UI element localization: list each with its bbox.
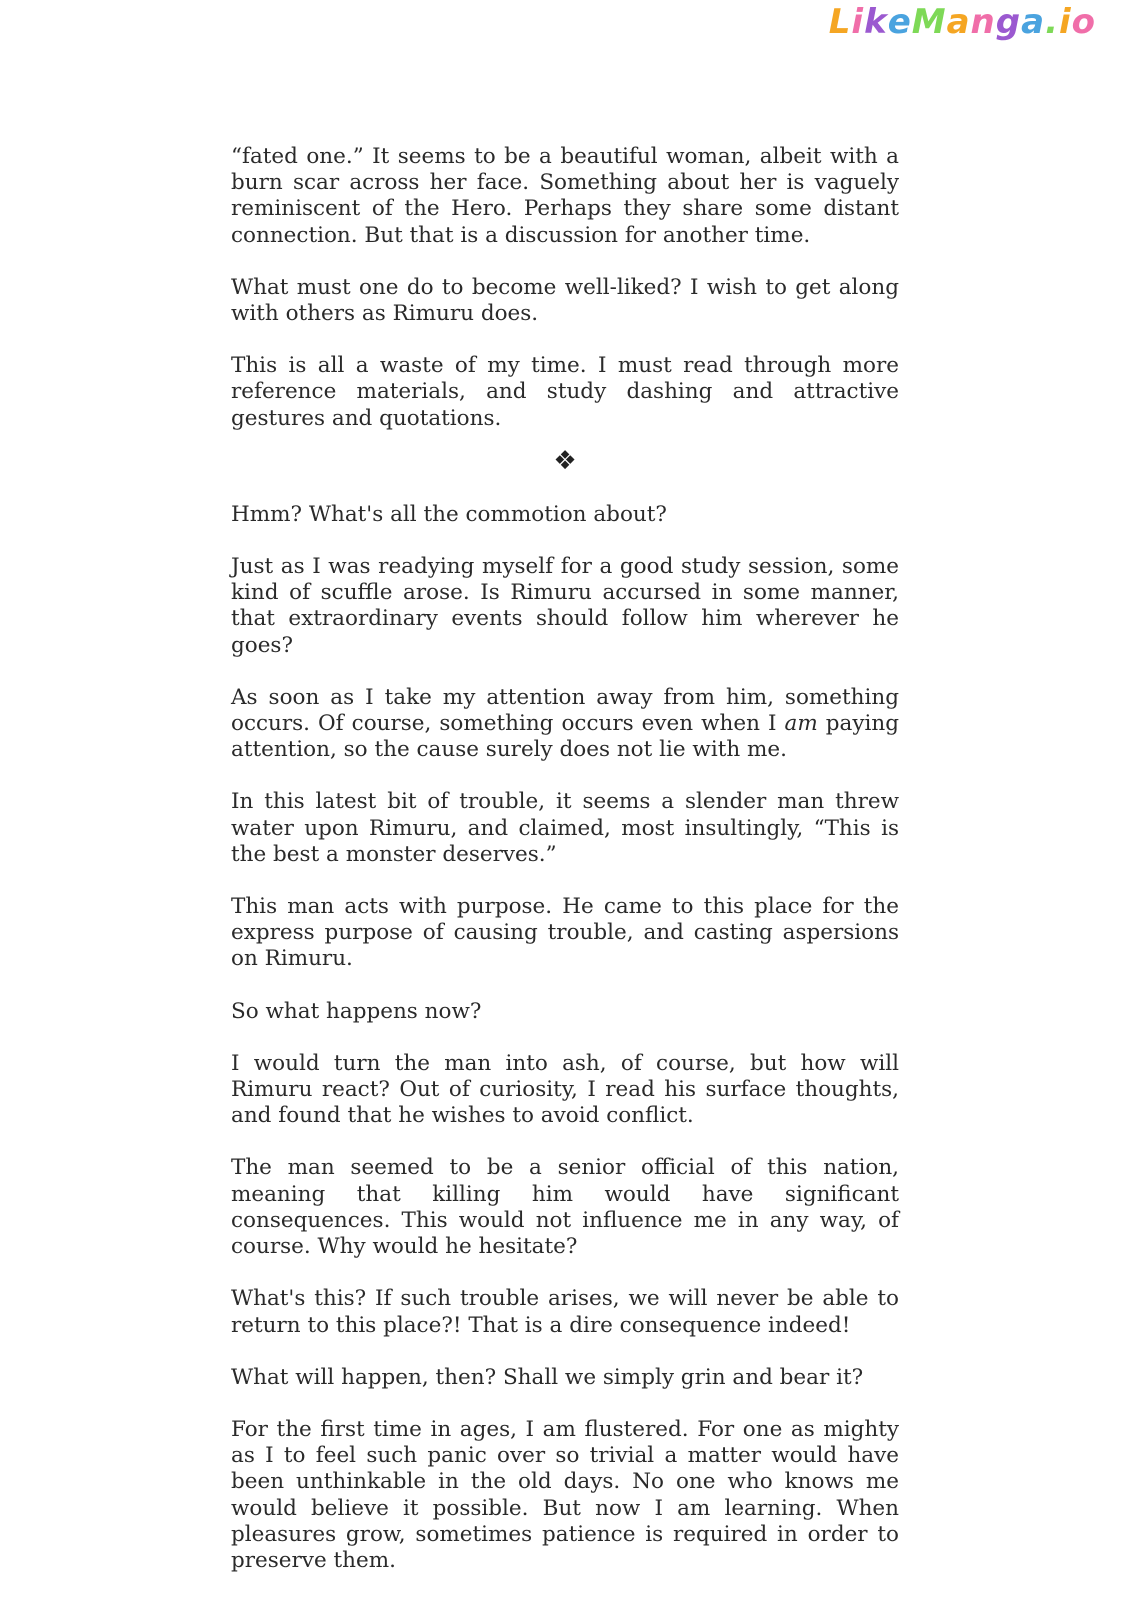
watermark-letter: k xyxy=(864,2,888,42)
watermark-letter: n xyxy=(970,2,996,42)
paragraph: Hmm? What's all the commotion about? xyxy=(231,501,667,527)
site-watermark-logo xyxy=(829,2,1096,42)
paragraph: I would turn the man into ash, of course, but how will Rimuru react? Out of curiosity, I read his surface thoughts, and found that he wishes to avoid conflict. xyxy=(231,1050,899,1129)
watermark-letter: L xyxy=(828,2,852,42)
paragraph: So what happens now? xyxy=(231,998,482,1024)
paragraph: The man seemed to be a senior official of this nation, meaning that killing him would have significant consequences. This would not influence me in any way, of course. Why would he hesitate? xyxy=(231,1155,899,1260)
paragraph: “fated one.” It seems to be a beautiful woman, albeit with a burn scar across her face. Something about her is vaguely reminiscent of the Hero. Perhaps they share some distant connection. But that is a discussion for another time. xyxy=(231,144,899,248)
paragraph: For the first time in ages, I am flustered. For one as mighty as I to feel such panic over so trivial a matter would have been unthinkable in the old days. No one who knows me would believe it possible. But now I am learning. When pleasures grow, sometimes patience is required in order to preserve them. xyxy=(231,1416,899,1573)
diamond-ornament-icon: ❖ xyxy=(553,445,577,476)
paragraph: Just as I was readying myself for a good study session, some kind of scuffle arose. Is Rimuru accursed in some manner, that extraordinary events should follow him wherever he goes? xyxy=(231,554,899,658)
chapter-text xyxy=(231,144,899,1574)
paragraph: In this latest bit of trouble, it seems a slender man threw water upon Rimuru, and claimed, most insultingly, “This is the best a monster deserves.” xyxy=(231,789,899,867)
watermark-letter: g xyxy=(995,2,1022,42)
paragraph: This man acts with purpose. He came to this place for the express purpose of causing trouble, and casting aspersions on Rimuru. xyxy=(231,894,899,972)
watermark-letter: i xyxy=(1058,2,1072,42)
paragraph: What will happen, then? Shall we simply grin and bear it? xyxy=(231,1364,864,1390)
watermark-letter: M xyxy=(911,2,947,42)
paragraph: As soon as I take my attention away from him, something occurs. Of course, something occurs even when I am paying attention, so the cause surely does not lie with me. xyxy=(231,684,899,763)
watermark-letter: o xyxy=(1071,2,1096,42)
paragraph: This is all a waste of my time. I must read through more reference materials, and study dashing and attractive gestures and quotations. xyxy=(231,353,899,431)
paragraph: What must one do to become well-liked? I wish to get along with others as Rimuru does. xyxy=(231,274,899,327)
emphasis: am xyxy=(784,711,818,737)
paragraph: What's this? If such trouble arises, we will never be able to return to this place?! That is a dire consequence indeed! xyxy=(231,1286,899,1338)
watermark-letter: a xyxy=(946,2,971,42)
section-divider xyxy=(231,446,899,476)
watermark-letter: a xyxy=(1021,2,1046,42)
watermark-letter: i xyxy=(851,2,865,42)
watermark-letter: . xyxy=(1045,2,1059,42)
watermark-letter: e xyxy=(887,2,912,42)
